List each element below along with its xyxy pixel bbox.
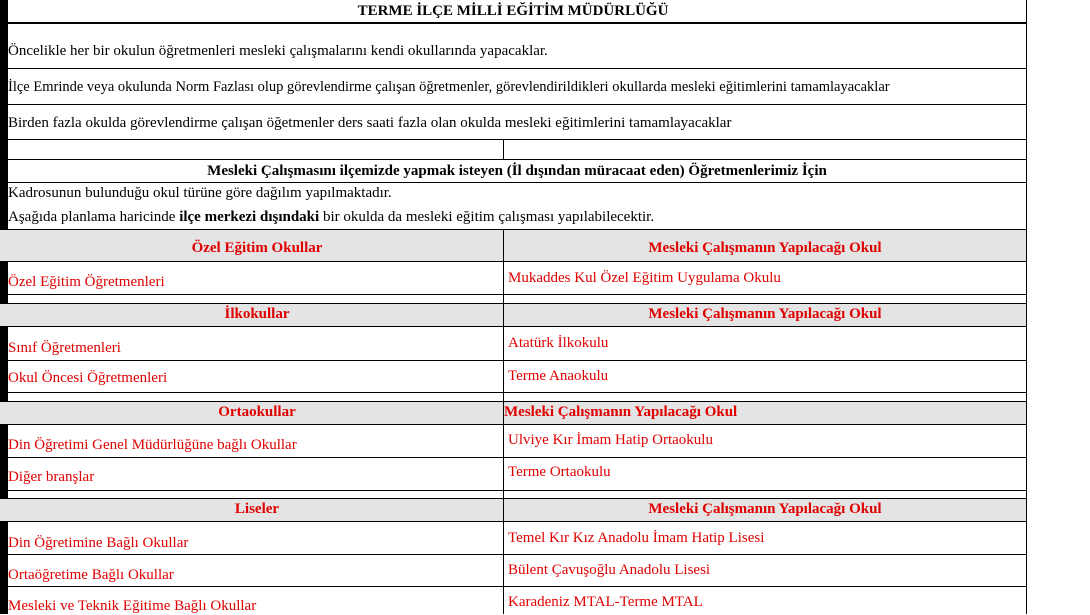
group-header-left: Özel Eğitim Okullar [191, 240, 323, 256]
table-cell-left: Mesleki ve Teknik Eğitime Bağlı Okullar [8, 598, 257, 614]
group-header-right: Mesleki Çalışmanın Yapılacağı Okul [648, 240, 882, 256]
table-cell-right: Mukaddes Kul Özel Eğitim Uygulama Okulu [508, 270, 781, 286]
divider [0, 360, 1026, 361]
info-line-2-text: Aşağıda planlama haricinde [8, 209, 180, 225]
divider [0, 229, 1026, 230]
group-header-left: İlkokullar [224, 306, 290, 322]
divider [0, 586, 1026, 587]
divider [0, 182, 1026, 183]
divider [0, 521, 1026, 522]
note-2: İlçe Emrinde veya okulunda Norm Fazlası olup görevlendirme çalışan öğretmenler, görevlendirildikleri okullarda mesleki eğitimlerini tamamlayacaklar [8, 79, 890, 95]
divider [0, 139, 1026, 140]
group-header-right: Mesleki Çalışmanın Yapılacağı Okul [648, 306, 882, 322]
divider [0, 261, 1026, 262]
group-header-left: Ortaokullar [218, 404, 296, 420]
table-cell-left: Diğer branşlar [8, 469, 95, 485]
divider [0, 104, 1026, 105]
divider [0, 498, 1026, 499]
divider [0, 159, 1026, 160]
table-cell-left: Okul Öncesi Öğretmenleri [8, 370, 168, 386]
info-line-2-bold: ilçe merkezi dışındaki [179, 209, 320, 225]
note-1: Öncelikle her bir okulun öğretmenleri mesleki çalışmalarını kendi okullarında yapacaklar. [8, 43, 548, 59]
info-line-2 [8, 209, 654, 226]
group-header-right: Mesleki Çalışmanın Yapılacağı Okul [648, 501, 882, 517]
table-cell-right: Atatürk İlkokulu [508, 335, 609, 351]
table-cell-right: Temel Kır Kız Anadolu İmam Hatip Lisesi [508, 530, 765, 546]
divider [0, 22, 1026, 24]
divider [0, 326, 1026, 327]
divider [0, 401, 1026, 402]
table-cell-left: Din Öğretimine Bağlı Okullar [8, 535, 189, 551]
table-cell-right: Karadeniz MTAL-Terme MTAL [508, 594, 703, 610]
group-header-left: Liseler [234, 501, 280, 517]
column-divider [503, 229, 504, 614]
table-cell-left: Ortaöğretime Bağlı Okullar [8, 567, 174, 583]
divider [0, 424, 1026, 425]
section-title: Mesleki Çalışmasını ilçemizde yapmak isteyen (İl dışından müracaat eden) Öğretmenlerimiz İçin [207, 163, 827, 179]
table-cell-left: Din Öğretimi Genel Müdürlüğüne bağlı Okullar [8, 437, 297, 453]
divider [0, 490, 1026, 491]
note-3: Birden fazla okulda görevlendirme çalışan öğetmenler ders saati fazla olan okulda mesleki eğitimlerini tamamlayacaklar [8, 115, 732, 131]
cell-divider [503, 139, 504, 159]
table-cell-right: Terme Ortaokulu [508, 464, 611, 480]
info-line-2-text-end: bir okulda da mesleki eğitim çalışması yapılabilecektir. [319, 209, 655, 225]
table-cell-right: Terme Anaokulu [508, 368, 609, 384]
divider [0, 68, 1026, 69]
table-cell-right: Bülent Çavuşoğlu Anadolu Lisesi [508, 562, 711, 578]
divider [0, 554, 1026, 555]
divider [0, 457, 1026, 458]
table-cell-left: Özel Eğitim Öğretmenleri [8, 274, 165, 290]
group-header-right: Mesleki Çalışmanın Yapılacağı Okul [504, 404, 738, 420]
table-cell-left: Sınıf Öğretmenleri [8, 340, 121, 356]
table-right-edge [1026, 0, 1027, 614]
divider [0, 294, 1026, 295]
page-title: TERME İLÇE MİLLİ EĞİTİM MÜDÜRLÜĞÜ [357, 3, 669, 19]
divider [0, 303, 1026, 304]
table-cell-right: Ulviye Kır İmam Hatip Ortaokulu [508, 432, 713, 448]
info-line-1: Kadrosunun bulunduğu okul türüne göre dağılım yapılmaktadır. [8, 185, 392, 201]
divider [0, 392, 1026, 393]
